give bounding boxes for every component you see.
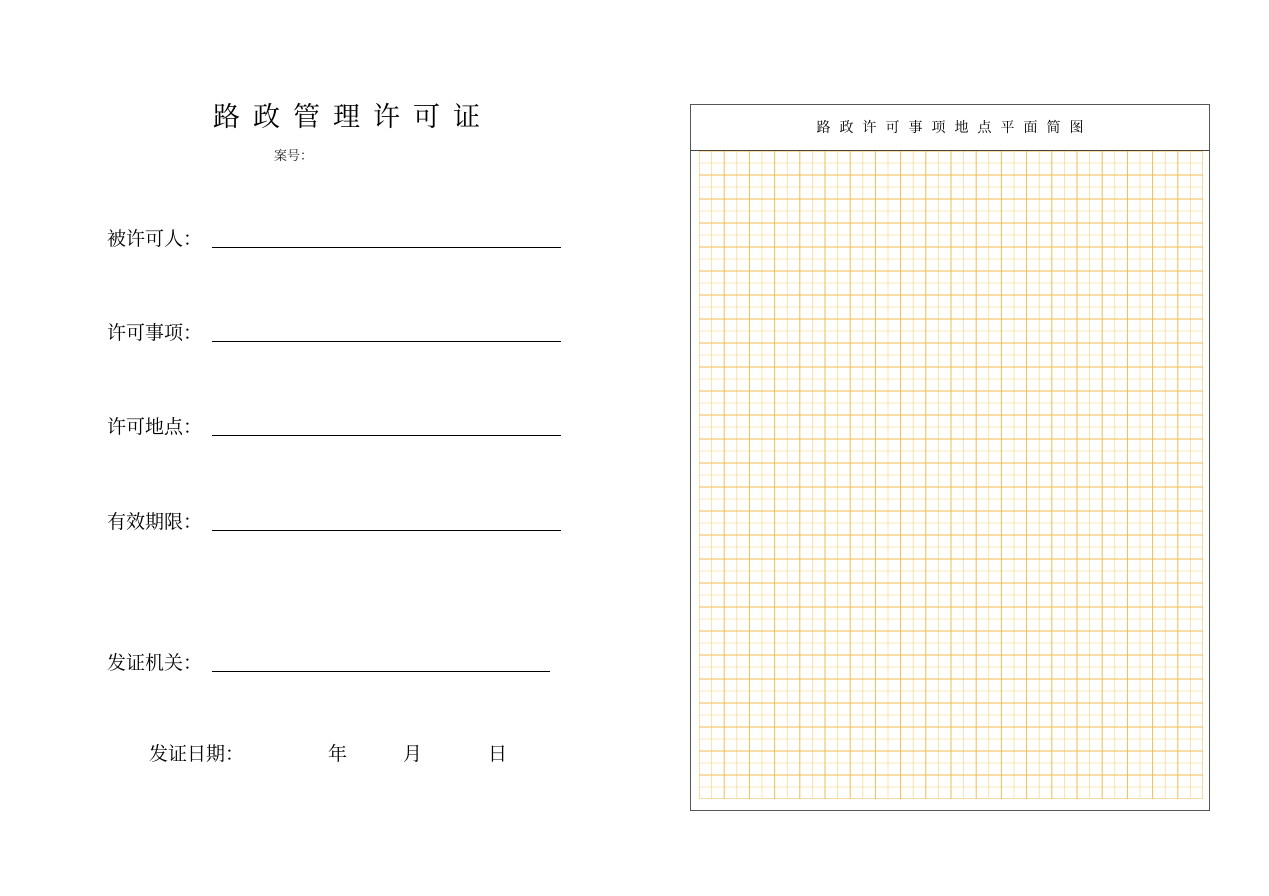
field-permit-location (107, 414, 567, 444)
field-licensee (107, 226, 567, 256)
field-label: 有效期限： (107, 511, 203, 533)
grid-lines (699, 151, 1203, 799)
field-label: 许可地点： (107, 416, 203, 438)
field-label: 被许可人： (107, 228, 203, 250)
permit-location-input-line[interactable] (212, 435, 561, 436)
field-label: 发证机关： (107, 652, 203, 674)
field-issuing-authority (107, 650, 557, 680)
licensee-input-line[interactable] (212, 247, 561, 248)
issue-date-year: 年 (328, 743, 348, 765)
sketch-grid[interactable] (699, 151, 1203, 799)
issue-date-day: 日 (488, 743, 508, 765)
issue-date-label: 发证日期： (149, 743, 245, 765)
case-number-label: 案号： (274, 149, 314, 164)
permit-matter-input-line[interactable] (212, 341, 561, 342)
validity-period-input-line[interactable] (212, 530, 561, 531)
sketch-panel (690, 104, 1210, 811)
field-label: 许可事项： (107, 322, 203, 344)
field-permit-matter (107, 320, 567, 350)
field-validity-period (107, 509, 567, 539)
sketch-panel-title: 路政许可事项地点平面简图 (816, 120, 1093, 136)
sketch-panel-header (691, 105, 1209, 151)
issue-date-month: 月 (403, 743, 423, 765)
issuing-authority-input-line[interactable] (212, 671, 550, 672)
issue-date-row (149, 741, 529, 771)
permit-title: 路政管理许可证 (213, 102, 493, 133)
